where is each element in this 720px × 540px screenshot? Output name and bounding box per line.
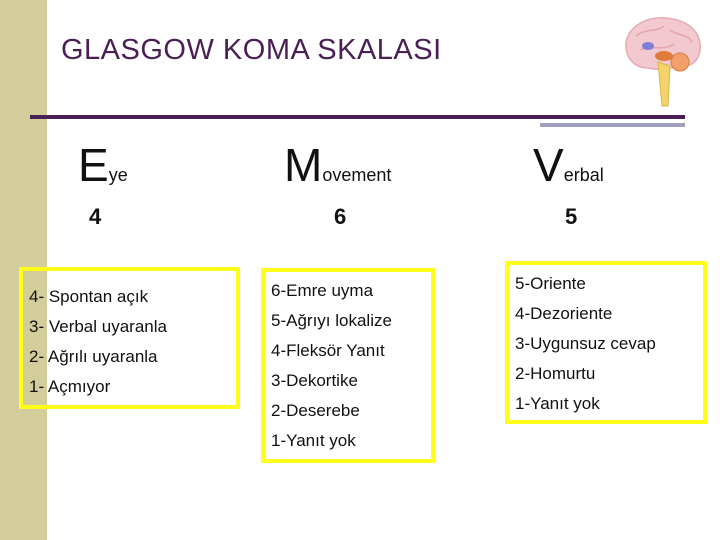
list-item: 5-Ağrıyı lokalize — [271, 311, 392, 330]
eye-heading-rest: ye — [108, 165, 128, 185]
movement-heading-rest: ovement — [322, 165, 392, 185]
verbal-heading — [533, 139, 604, 191]
movement-score: 6 — [334, 204, 347, 229]
list-item: 3- Verbal uyaranla — [29, 317, 167, 336]
list-item: 1- Açmıyor — [29, 377, 111, 396]
brain-icon — [618, 10, 708, 110]
list-item: 4- Spontan açık — [29, 287, 149, 306]
eye-heading — [78, 139, 128, 191]
title-rule — [30, 115, 685, 119]
list-item: 2-Homurtu — [515, 364, 596, 383]
list-item: 2-Deserebe — [271, 401, 360, 420]
eye-heading-initial: E — [78, 139, 109, 191]
list-item: 4-Fleksör Yanıt — [271, 341, 385, 360]
eye-list — [29, 282, 167, 402]
page-title: GLASGOW KOMA SKALASI — [61, 34, 442, 66]
verbal-score: 5 — [565, 204, 578, 229]
verbal-heading-rest: erbal — [563, 165, 604, 185]
verbal-list — [515, 269, 656, 419]
eye-score: 4 — [89, 204, 102, 229]
list-item: 2- Ağrılı uyaranla — [29, 347, 158, 366]
list-item: 1-Yanıt yok — [515, 394, 600, 413]
title-rule-accent — [540, 123, 685, 127]
list-item: 4-Dezoriente — [515, 304, 613, 323]
list-item: 3-Dekortike — [271, 371, 358, 390]
list-item: 5-Oriente — [515, 274, 586, 293]
movement-heading — [284, 139, 392, 191]
verbal-heading-initial: V — [533, 139, 564, 191]
movement-heading-initial: M — [284, 139, 323, 191]
list-item: 1-Yanıt yok — [271, 431, 356, 450]
movement-list — [271, 276, 392, 456]
list-item: 3-Uygunsuz cevap — [515, 334, 656, 353]
list-item: 6-Emre uyma — [271, 281, 374, 300]
